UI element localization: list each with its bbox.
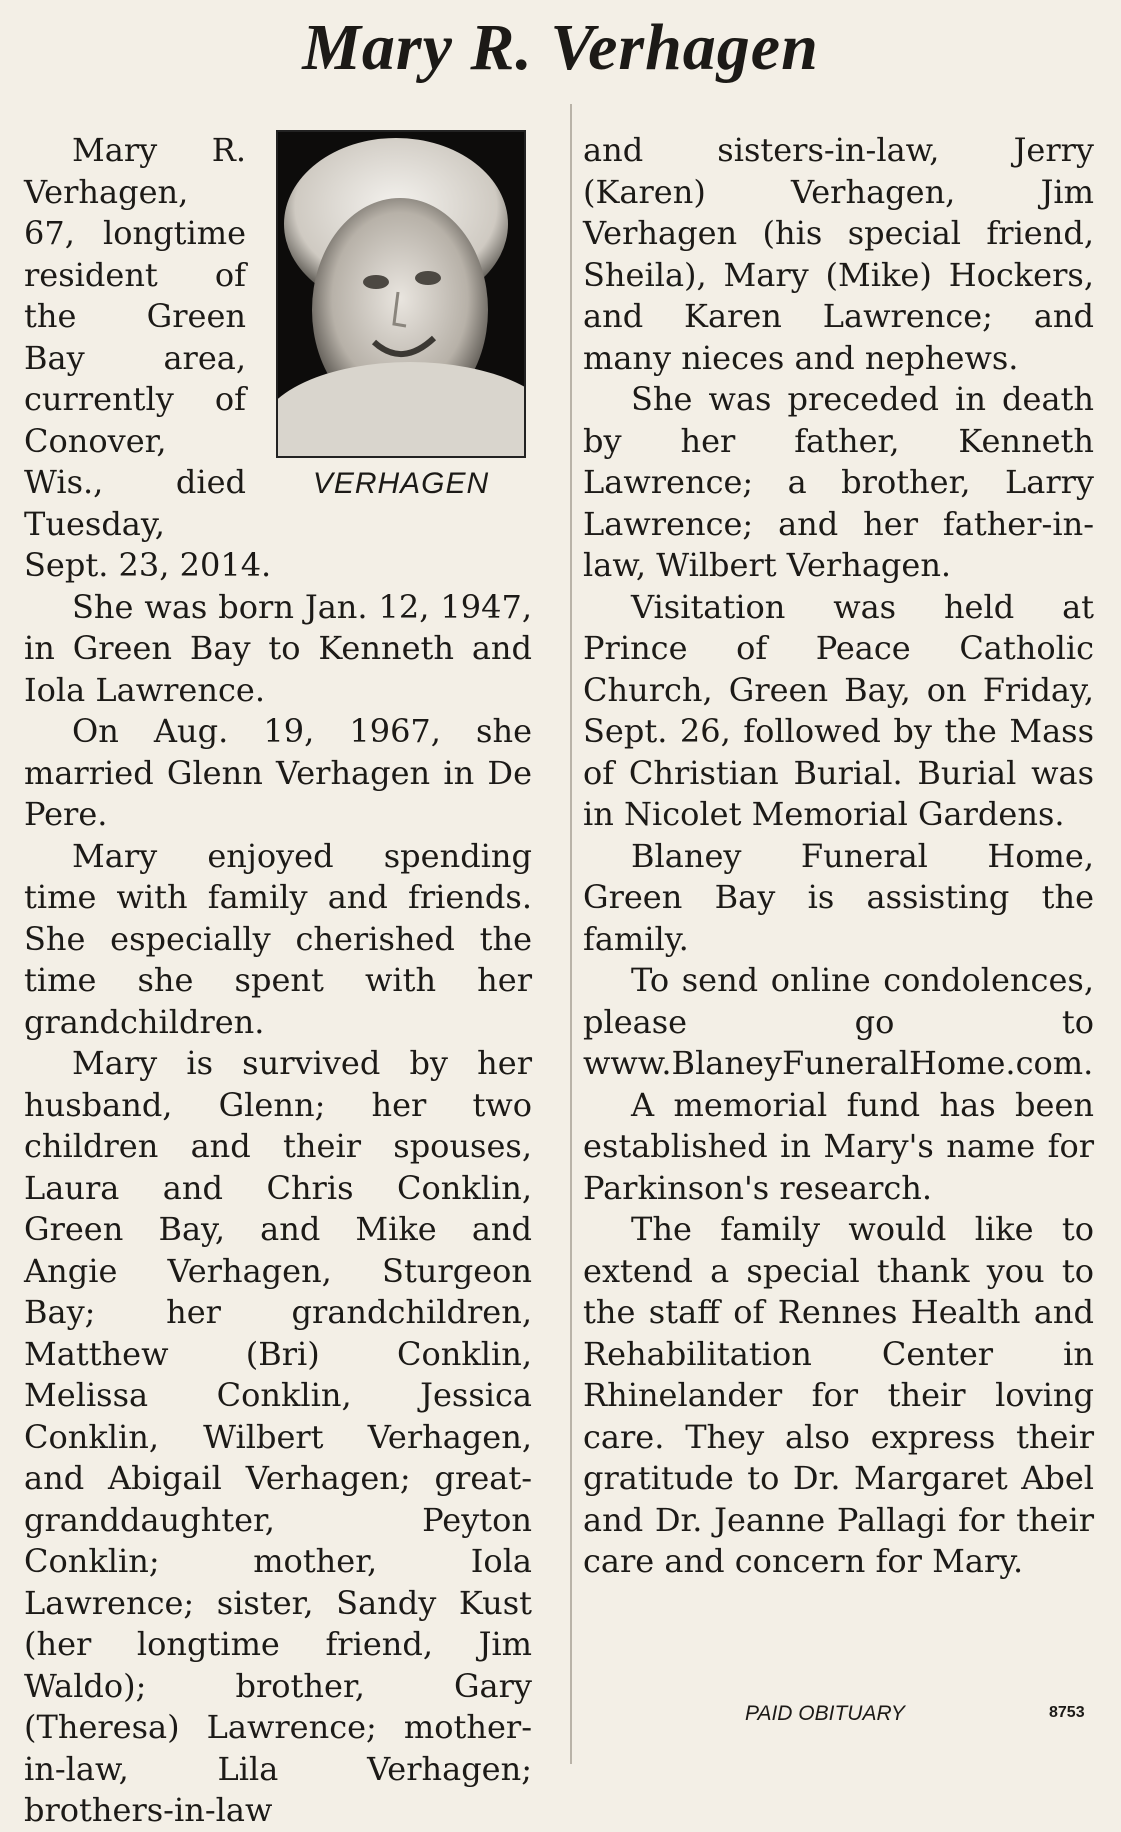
ad-code: 8753 <box>1049 1704 1085 1721</box>
paid-obituary-label: PAID OBITUARY <box>745 1702 905 1725</box>
obituary-paragraph: Mary R. Verhagen, 67, longtime resident of the Green Bay area, currently of Conover, Wis., died Tuesday, Sept. 23, 2014. <box>24 131 272 584</box>
right-column <box>583 130 1094 1583</box>
obituary-paragraph: A memorial fund has been established in Mary's name for Parkinson's research. <box>583 1085 1094 1207</box>
obituary-headline: Mary R. Verhagen <box>302 11 819 84</box>
obituary-paragraph: On Aug. 19, 1967, she married Glenn Verhagen in De Pere. <box>24 712 532 833</box>
photo-caption: VERHAGEN <box>312 467 490 500</box>
obituary-paragraph: To send online condolences, please go to www.BlaneyFuneralHome.com. <box>583 961 1094 1082</box>
obituary-paragraph: Visitation was held at Prince of Peace Catholic Church, Green Bay, on Friday, Sept. 26, followed by the Mass of Christian Burial. Burial was in Nicolet Memorial Gardens. <box>583 587 1094 833</box>
obituary-paragraph: Mary enjoyed spending time with family and friends. She especially cherished the time she spent with her grandchildren. <box>24 836 532 1041</box>
portrait-photo <box>276 130 526 458</box>
column-divider <box>570 104 572 1764</box>
obituary-paragraph: She was born Jan. 12, 1947, in Green Bay to Kenneth and Iola Lawrence. <box>24 587 532 709</box>
obituary-paragraph: She was preceded in death by her father, Kenneth Lawrence; a brother, Larry Lawrence; and her father-in-law, Wilbert Verhagen. <box>583 380 1094 584</box>
obituary-paragraph: Blaney Funeral Home, Green Bay is assisting the family. <box>583 836 1094 958</box>
obituary-paragraph: Mary is survived by her husband, Glenn; her two children and their spouses, Laura and Chris Conklin, Green Bay, and Mike and Angie Verhagen, Sturgeon Bay; her grandchildren, Matthew (Bri) Conklin, Melissa Conklin, Jessica Conklin, Wilbert Verhagen, and Abigail Verhagen; great-granddaughter, Peyton Conklin; mother, Iola Lawrence; sister, Sandy Kust (her longtime friend, Jim Waldo); brother, Gary (Theresa) Lawrence; mother-in-law, Lila Verhagen; brothers-in-law <box>24 1044 532 1829</box>
obituary-paragraph: The family would like to extend a special thank you to the staff of Rennes Health and Rehabilitation Center in Rhinelander for their loving care. They also express their gratitude to Dr. Margaret Abel and Dr. Jeanne Pallagi for their care and concern for Mary. <box>583 1210 1094 1580</box>
left-column <box>24 130 532 1832</box>
obituary-paragraph-continued: and sisters-in-law, Jerry (Karen) Verhagen, Jim Verhagen (his special friend, Sheila), Mary (Mike) Hockers, and Karen Lawrence; and many nieces and nephews. <box>583 131 1094 377</box>
portrait-figure <box>270 130 532 504</box>
portrait-image <box>278 132 524 456</box>
